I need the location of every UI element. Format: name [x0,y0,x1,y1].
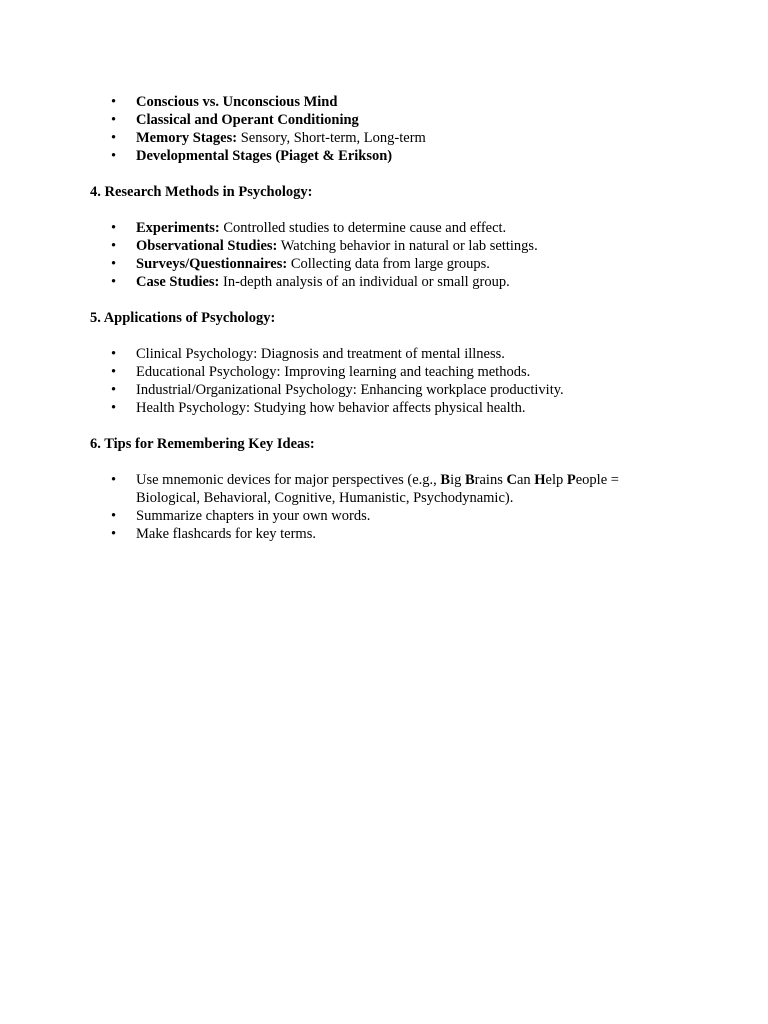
list-item [90,93,678,111]
section-heading-applications: 5. Applications of Psychology: [90,310,276,326]
mnemonic-intro: Use mnemonic devices for major perspectives (e.g., [136,472,441,488]
list-item: • Clinical Psychology: Diagnosis and treatment of mental illness. [90,345,678,363]
list-item: • Industrial/Organizational Psychology: Enhancing workplace productivity. [90,381,678,399]
mnemonic-word: elp [545,472,567,488]
list-item: • Educational Psychology: Improving learning and teaching methods. [90,363,678,381]
item-term: Classical and Operant Conditioning [136,112,359,128]
mnemonic-letter: C [506,472,517,488]
list-item [90,129,678,147]
item-term: Developmental Stages (Piaget & Erikson) [136,148,393,164]
list-item [90,273,678,291]
mnemonic-letter: P [566,472,576,488]
mnemonic-word: ig [450,472,465,488]
item-text: Sensory, Short-term, Long-term [237,130,426,146]
item-term: Surveys/Questionnaires: [136,256,288,272]
list-item [90,255,678,273]
item-term: Experiments: [136,220,220,236]
mnemonic-word: rains [474,472,507,488]
item-term: Observational Studies: [136,238,278,254]
list-item [90,237,678,255]
mnemonic-word: an [516,472,535,488]
item-text: In-depth analysis of an individual or small group. [219,274,510,290]
list-item [90,111,678,129]
applications-list [90,345,678,417]
item-text: Controlled studies to determine cause and effect. [219,220,507,236]
list-item [90,147,678,165]
item-term: Case Studies: [136,274,220,290]
tips-list [90,471,678,543]
research-methods-list [90,219,678,291]
mnemonic-letter: B [440,472,451,488]
section-heading-tips: 6. Tips for Remembering Key Ideas: [90,436,315,452]
mnemonic-letter: H [534,472,546,488]
mnemonic-word: eople = [575,472,619,488]
item-term: Conscious vs. Unconscious Mind [136,94,338,110]
mnemonic-letter: B [464,472,475,488]
item-text: Collecting data from large groups. [287,256,490,272]
list-item: • Summarize chapters in your own words. [90,507,678,525]
item-term: Memory Stages: [136,130,238,146]
list-item: • Health Psychology: Studying how behavior affects physical health. [90,399,678,417]
list-item [90,219,678,237]
concepts-list [90,93,678,165]
section-heading-research-methods: 4. Research Methods in Psychology: [90,184,313,200]
item-text: Watching behavior in natural or lab settings. [277,238,538,254]
list-item: • Make flashcards for key terms. [90,525,678,543]
list-item-mnemonic [90,471,678,507]
mnemonic-expansion: Biological, Behavioral, Cognitive, Humanistic, Psychodynamic). [136,490,514,506]
